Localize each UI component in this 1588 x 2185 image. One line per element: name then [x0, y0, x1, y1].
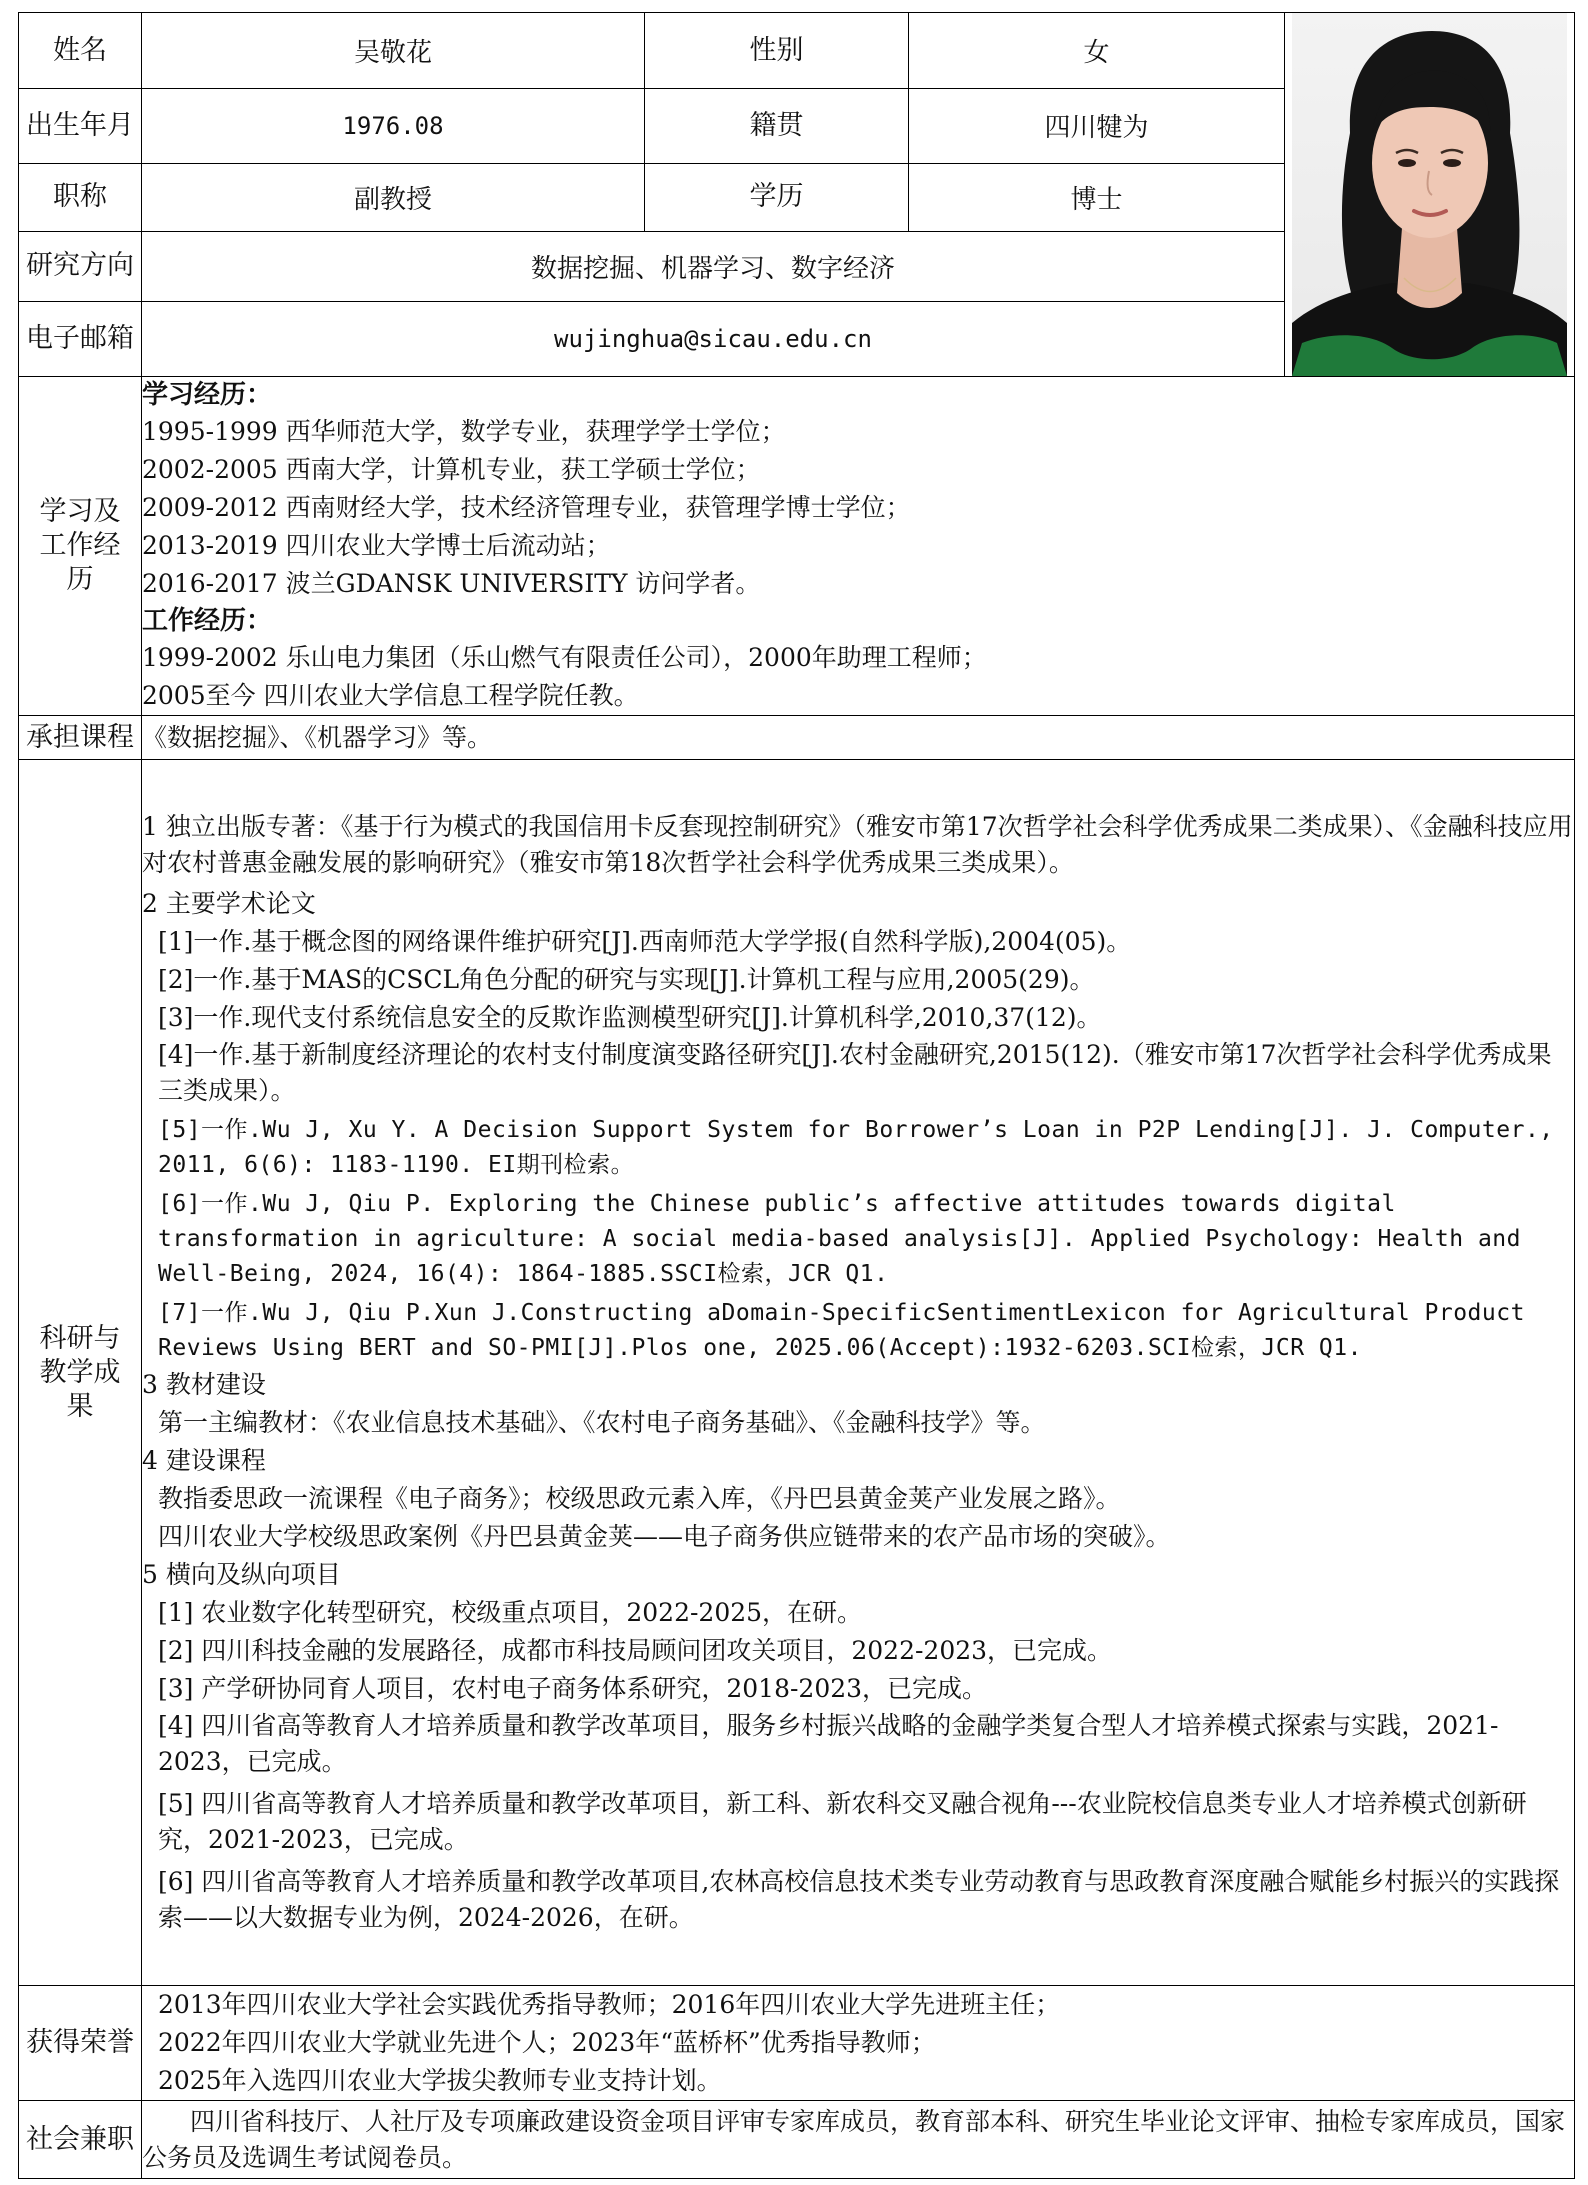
section-textbooks-title: 3 教材建设 — [142, 1370, 266, 1399]
email-label: 电子邮箱 — [19, 302, 142, 377]
degree-label: 学历 — [645, 163, 909, 231]
paper-item: [1]一作.基于概念图的网络课件维护研究[J].西南师范大学学报(自然科学版),2004(05)。 — [158, 927, 1132, 956]
paper-item: [7]一作.Wu J, Qiu P.Xun J.Constructing aDomain-SpecificSentimentLexicon for Agricultural Product Reviews Using BERT and SO-PMI[J].Plos one, 2025.06(Accept):1932-6203.SCI检索，JCR Q1. — [158, 1300, 1525, 1361]
name-value: 吴敬花 — [142, 13, 645, 89]
research-label: 研究方向 — [19, 231, 142, 302]
project-item: [4] 四川省高等教育人才培养质量和教学改革项目，服务乡村振兴战略的金融学类复合型人才培养模式探索与实践，2021-2023，已完成。 — [158, 1711, 1499, 1776]
work-item: 1999-2002 乐山电力集团（乐山燃气有限责任公司），2000年助理工程师； — [142, 643, 987, 672]
textbooks-item: 第一主编教材：《农业信息技术基础》、《农村电子商务基础》、《金融科技学》等。 — [158, 1408, 1046, 1437]
honor-item: 2013年四川农业大学社会实践优秀指导教师；2016年四川农业大学先进班主任； — [158, 1990, 1061, 2019]
work-heading: 工作经历： — [142, 606, 273, 636]
project-item: [3] 产学研协同育人项目，农村电子商务体系研究，2018-2023，已完成。 — [158, 1674, 988, 1703]
paper-item: [3]一作.现代支付系统信息安全的反欺诈监测模型研究[J].计算机科学,2010,37(12)。 — [158, 1003, 1102, 1032]
photo-cell — [1285, 13, 1575, 377]
project-item: [6] 四川省高等教育人才培养质量和教学改革项目,农林高校信息技术类专业劳动教育与思政教育深度融合赋能乡村振兴的实践探索——以大数据专业为例，2024-2026，在研。 — [158, 1867, 1560, 1932]
origin-label: 籍贯 — [645, 89, 909, 164]
paper-item: [2]一作.基于MAS的CSCL角色分配的研究与实现[J].计算机工程与应用,2005(29)。 — [158, 965, 1095, 994]
study-item: 1995-1999 西华师范大学，数学专业，获理学学士学位； — [142, 417, 786, 446]
experience-label: 学习及工作经历 — [19, 377, 142, 716]
section-courses-title: 4 建设课程 — [142, 1446, 266, 1475]
project-item: [1] 农业数字化转型研究，校级重点项目，2022-2025，在研。 — [158, 1598, 863, 1627]
roles-label: 社会兼职 — [19, 2101, 142, 2179]
study-item: 2013-2019 四川农业大学博士后流动站； — [142, 531, 611, 560]
paper-item: [5]一作.Wu J, Xu Y. A Decision Support System for Borrower’s Loan in P2P Lending[J]. J. Computer., 2011, 6(6): 1183-1190. EI期刊检索。 — [158, 1117, 1554, 1178]
study-item: 2009-2012 西南财经大学，技术经济管理专业，获管理学博士学位； — [142, 493, 911, 522]
section-projects-title: 5 横向及纵向项目 — [142, 1560, 341, 1589]
paper-item: [6]一作.Wu J, Qiu P. Exploring the Chinese public’s affective attitudes towards digital transformation in agriculture: A social media‑based analysis[J]. Applied Psychology: Health and Well‑Being, 2024, 16(4): 1864-1885.SSCI检索，JCR Q1. — [158, 1191, 1521, 1287]
study-heading: 学习经历： — [142, 380, 273, 410]
origin-value: 四川犍为 — [909, 89, 1285, 164]
birth-label: 出生年月 — [19, 89, 142, 164]
gender-label: 性别 — [645, 13, 909, 89]
study-item: 2016-2017 波兰GDANSK UNIVERSITY 访问学者。 — [142, 569, 761, 598]
section-papers-title: 2 主要学术论文 — [142, 889, 316, 918]
course-built-item: 四川农业大学校级思政案例《丹巴县黄金荚——电子商务供应链带来的农产品市场的突破》。 — [158, 1522, 1171, 1551]
honors-label: 获得荣誉 — [19, 1986, 142, 2101]
portrait-photo — [1292, 13, 1567, 376]
honors-content — [142, 1986, 1575, 2101]
paper-item: [4]一作.基于新制度经济理论的农村支付制度演变路径研究[J].农村金融研究,2015(12).（雅安市第17次哲学社会科学优秀成果三类成果）。 — [158, 1040, 1552, 1105]
birth-value: 1976.08 — [142, 89, 645, 164]
degree-value: 博士 — [909, 163, 1285, 231]
gender-value: 女 — [909, 13, 1285, 89]
section-monographs: 1 独立出版专著：《基于行为模式的我国信用卡反套现控制研究》（雅安市第17次哲学社会科学优秀成果二类成果）、《金融科技应用对农村普惠金融发展的影响研究》（雅安市第18次哲学社会科学优秀成果三类成果）。 — [142, 812, 1573, 877]
roles-value: 四川省科技厅、人社厅及专项廉政建设资金项目评审专家库成员，教育部本科、研究生毕业论文评审、抽检专家库成员，国家公务员及选调生考试阅卷员。 — [142, 2101, 1575, 2179]
cv-table — [18, 12, 1575, 2179]
project-item: [5] 四川省高等教育人才培养质量和教学改革项目，新工科、新农科交叉融合视角---农业院校信息类专业人才培养模式创新研究，2021-2023，已完成。 — [158, 1789, 1527, 1854]
study-item: 2002-2005 西南大学，计算机专业，获工学硕士学位； — [142, 455, 761, 484]
courses-label: 承担课程 — [19, 716, 142, 760]
experience-content — [142, 377, 1575, 716]
title-value: 副教授 — [142, 163, 645, 231]
courses-value: 《数据挖掘》、《机器学习》等。 — [142, 716, 1575, 760]
achievements-content — [142, 760, 1575, 1986]
course-built-item: 教指委思政一流课程《电子商务》；校级思政元素入库，《丹巴县黄金荚产业发展之路》。 — [158, 1484, 1121, 1513]
email-value: wujinghua@sicau.edu.cn — [142, 302, 1285, 377]
honor-item: 2022年四川农业大学就业先进个人；2023年“蓝桥杯”优秀指导教师； — [158, 2028, 936, 2057]
work-item: 2005至今 四川农业大学信息工程学院任教。 — [142, 681, 639, 710]
achievements-label: 科研与教学成果 — [19, 760, 142, 1986]
name-label: 姓名 — [19, 13, 142, 89]
project-item: [2] 四川科技金融的发展路径，成都市科技局顾问团攻关项目，2022-2023，已完成。 — [158, 1636, 1113, 1665]
title-label: 职称 — [19, 163, 142, 231]
honor-item: 2025年入选四川农业大学拔尖教师专业支持计划。 — [158, 2066, 722, 2095]
research-value: 数据挖掘、机器学习、数字经济 — [142, 231, 1285, 302]
